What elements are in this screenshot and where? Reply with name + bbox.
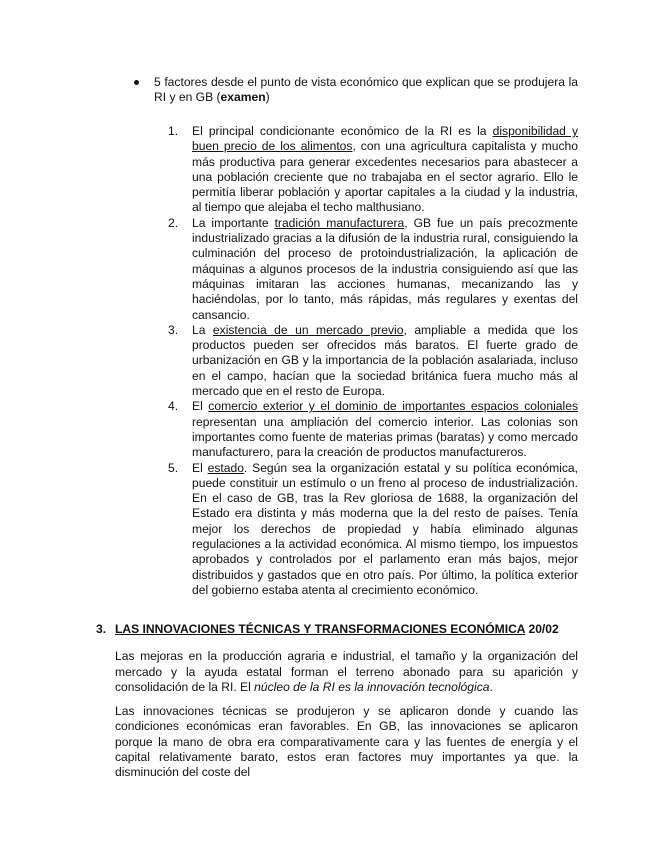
- factor-number: 1.: [168, 124, 179, 138]
- bullet-text-end: ): [265, 90, 270, 105]
- factor-item: [168, 399, 578, 460]
- factor-underlined-text: estado: [207, 460, 244, 475]
- factor-text: , con una agricultura capitalista y mucho más productiva para generar excedentes necesarios para abastecer a una población creciente que no trabajaba en el sector agrario. Ello le permitía liberar población y aportar capitales a la ciudad y la industria, al tiempo que alejaba el techo malthusiano.: [192, 139, 578, 215]
- paragraph-italic-text: núcleo de la RI es la innovación tecnológica: [254, 679, 490, 694]
- section-3: [96, 622, 578, 781]
- factor-item: [168, 216, 578, 323]
- bullet-dot-icon: [134, 80, 139, 85]
- factor-text: . Según sea la organización estatal y su política económica, puede constituir un estímulo o un freno al proceso de industrialización. En el caso de GB, tras la Rev gloriosa de 1688, la organización del Estado era distinta y más moderna que la del resto de países. Tenía mejor los derechos de propiedad y había eliminado algunas regulaciones a la actividad económica. Al mismo tiempo, los impuestos aprobados y controlados por el parlamento eran más bajos, mejor distribuidos y gastados que en otro país. Por último, la política exterior del gobierno estaba atenta al crecimiento económico.: [192, 460, 578, 597]
- factor-item: [168, 323, 578, 399]
- factor-number: 3.: [168, 322, 179, 337]
- factor-text: , GB fue un país precozmente industrializado gracias a la difusión de la industria rural, consiguiendo la culminación del proceso de protoindustrialización, la aplicación de máquinas a algunos procesos de la industria consiguiendo así que las máquinas imitaran las acciones humanas, mecanizando las y haciéndolas, por lo tanto, más rápidas, más regulares y exentas del cansancio.: [192, 215, 578, 322]
- factor-item: [168, 124, 578, 216]
- factor-underlined-text: existencia de un mercado previo: [212, 322, 404, 337]
- factor-underlined-text: disponibilidad y buen precio de los alimentos: [192, 124, 579, 154]
- factor-text: , ampliable a medida que los productos pueden ser ofrecidos más baratos. El fuerte grado de urbanización en GB y la importancia de la población asalariada, incluso en el campo, hacían que la sociedad británica fuera mucho más al mercado que en el resto de Europa.: [192, 322, 578, 399]
- section-heading: [96, 622, 578, 637]
- factor-text: El principal condicionante económico de la RI es la: [192, 124, 493, 138]
- factor-text: representan una ampliación del comercio interior. Las colonias son importantes como fuente de materias primas (baratas) y como mercado manufacturero, para la creación de productos manufactureros.: [192, 414, 578, 460]
- factor-item: [168, 461, 578, 599]
- factor-underlined-text: tradición manufacturera: [274, 215, 405, 230]
- factor-underlined-text: comercio exterior y el dominio de importantes espacios coloniales: [208, 399, 578, 414]
- paragraph: Las innovaciones técnicas se produjeron y se aplicaron donde y cuando las condiciones económicas eran favorables. En GB, las innovaciones se aplicaron porque la mano de obra era comparativamente cara y las fuentes de energía y el capital relativamente barato, estos eran factores muy importantes ya que. la disminución del coste del: [115, 704, 578, 780]
- factor-number: 2.: [168, 215, 179, 230]
- factor-text: El: [192, 460, 208, 475]
- section-title: LAS INNOVACIONES TÉCNICAS Y TRANSFORMACIONES ECONÓMICA: [115, 622, 526, 636]
- factor-number: 4.: [168, 399, 179, 414]
- factor-text: La: [192, 322, 213, 337]
- bullet-text: [154, 75, 578, 106]
- paragraph-text: Las mejoras en la producción agraria e industrial, el tamaño y la organización del mercado y la ayuda estatal forman el terreno abonado para su aparición y consolidación de la RI. El: [115, 649, 578, 694]
- factors-list: [168, 124, 578, 598]
- bullet-text-bold: examen: [220, 90, 266, 105]
- paragraph: [115, 649, 578, 695]
- factor-text: La importante: [192, 215, 275, 230]
- factor-number: 5.: [168, 460, 179, 475]
- factor-text: El: [192, 399, 209, 414]
- section-number: 3.: [96, 622, 107, 636]
- bullet-item: [134, 75, 578, 106]
- section-date: 20/02: [525, 622, 559, 636]
- bullet-text-main: 5 factores desde el punto de vista económico que explican que se produjera la RI y en GB (: [154, 75, 578, 105]
- paragraph-text: .: [489, 679, 493, 694]
